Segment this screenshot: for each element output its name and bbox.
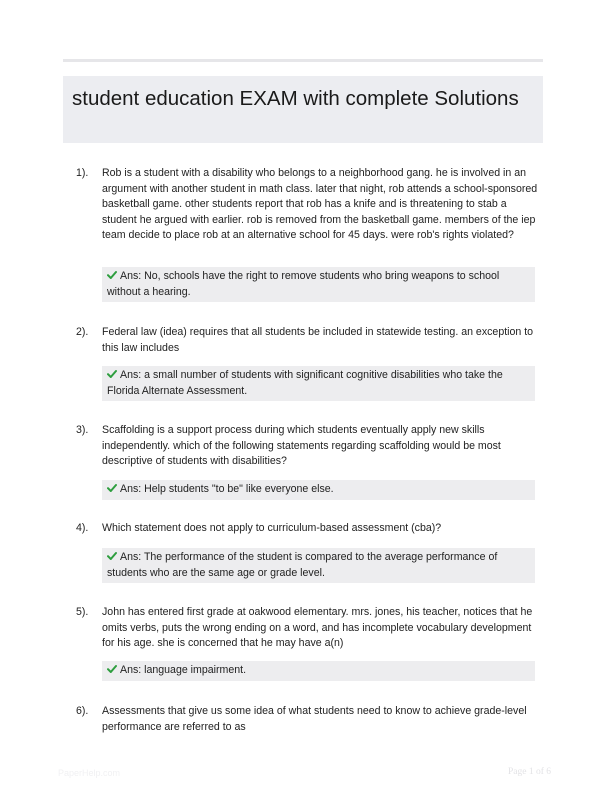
answer-box bbox=[102, 480, 535, 500]
question-number: 1). bbox=[76, 167, 89, 179]
page-number: Page 1 of 6 bbox=[508, 767, 552, 777]
answer-text: Ans: The performance of the student is compared to the average performance of students who are the same age or grade level. bbox=[107, 551, 498, 579]
question-number: 4). bbox=[76, 522, 89, 534]
answer-box bbox=[102, 366, 535, 401]
answer-box bbox=[102, 267, 535, 302]
title-banner bbox=[63, 76, 543, 143]
question-text: Which statement does not apply to curriculum-based assessment (cba)? bbox=[102, 522, 442, 534]
check-icon bbox=[107, 369, 117, 379]
question-number: 3). bbox=[76, 424, 89, 436]
answer-text: Ans: a small number of students with significant cognitive disabilities who take the Florida Alternate Assessment. bbox=[107, 369, 503, 397]
question-number: 6). bbox=[76, 705, 89, 717]
answer-text: Ans: Help students "to be" like everyone else. bbox=[120, 483, 334, 495]
question-text: Federal law (idea) requires that all students be included in statewide testing. an exception to this law includes bbox=[102, 326, 534, 354]
question-number: 2). bbox=[76, 326, 89, 338]
question-text: Rob is a student with a disability who belongs to a neighborhood gang. he is involved in an argument with another student in math class. later that night, rob attends a school-sponsored basketball game. other students report that rob has a knife and is threatening to stab a student he argued with earlier. rob is removed from the basketball game. members of the iep team decide to place rob at an alternative school for 45 days. were rob's rights violated? bbox=[102, 167, 538, 241]
question-text: Scaffolding is a support process during which students eventually apply new skills independently. which of the following statements regarding scaffolding would be most descriptive of students with disabilities? bbox=[102, 424, 501, 467]
question-text: Assessments that give us some idea of what students need to know to achieve grade-level performance are referred to as bbox=[102, 705, 527, 733]
question-text: John has entered first grade at oakwood elementary. mrs. jones, his teacher, notices that he omits verbs, puts the wrong ending on a word, and has incomplete vocabulary development for his age. she is concerned that he may have a(n) bbox=[102, 606, 533, 649]
answer-text: Ans: language impairment. bbox=[120, 664, 247, 676]
page-title: student education EXAM with complete Solutions bbox=[72, 87, 519, 110]
footer-watermark: PaperHelp.com bbox=[58, 768, 121, 778]
question-number: 5). bbox=[76, 606, 89, 618]
answer-box bbox=[102, 548, 535, 583]
answer-box bbox=[102, 661, 535, 681]
check-icon bbox=[107, 483, 117, 493]
check-icon bbox=[107, 270, 117, 280]
check-icon bbox=[107, 664, 117, 674]
top-divider bbox=[63, 59, 543, 62]
answer-text: Ans: No, schools have the right to remove students who bring weapons to school without a hearing. bbox=[107, 270, 500, 298]
check-icon bbox=[107, 551, 117, 561]
